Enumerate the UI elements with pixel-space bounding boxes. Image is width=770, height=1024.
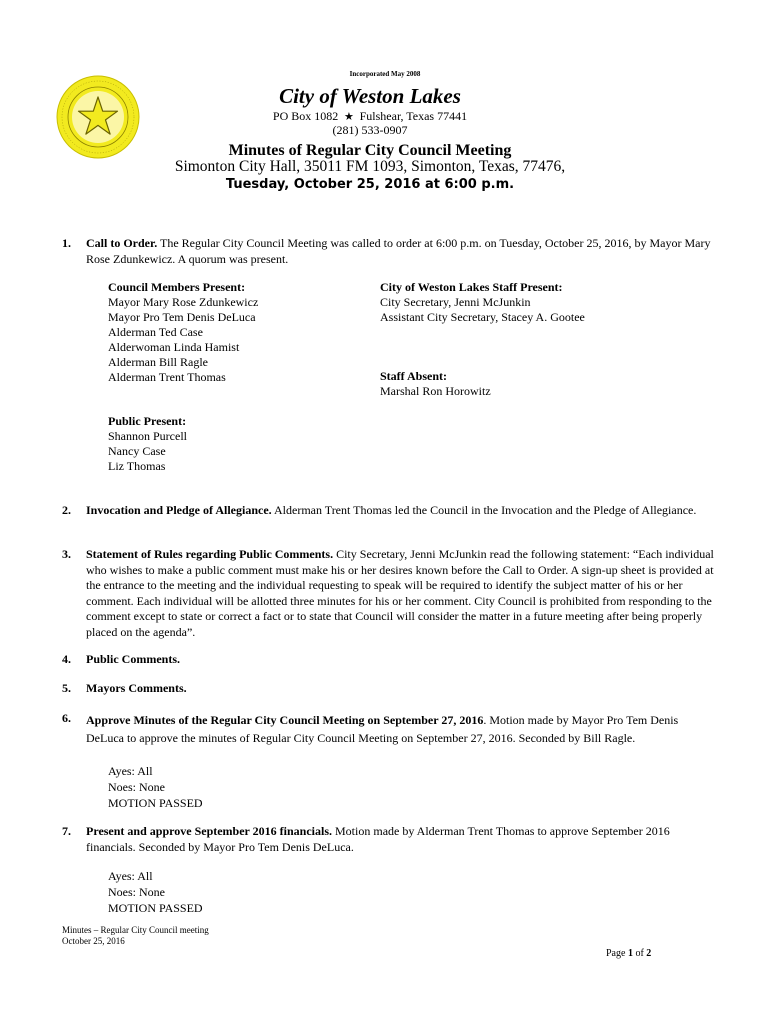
footer-title: Minutes – Regular City Council meeting [62, 925, 209, 935]
item-3-number: 3. [62, 547, 71, 561]
item-6-heading: Approve Minutes of the Regular City Council Meeting on September 27, 2016 [86, 713, 484, 727]
city-name-title: City of Weston Lakes [279, 84, 461, 108]
council-member: Alderman Ted Case [108, 325, 203, 339]
vote-noes: Noes: None [108, 780, 165, 794]
staff-member: City Secretary, Jenni McJunkin [380, 295, 531, 309]
star-icon: ★ [341, 111, 357, 123]
item-1-text: The Regular City Council Meeting was called to order at 6:00 p.m. on Tuesday, October 25, 2016, by Mayor Mary Rose Zdunkewicz. A quorum was present. [86, 236, 711, 266]
public-member: Shannon Purcell [108, 429, 187, 443]
item-2-number: 2. [62, 503, 71, 517]
item-7-votes [108, 868, 203, 916]
public-present-list [108, 414, 368, 474]
item-2-text: Alderman Trent Thomas led the Council in the Invocation and the Pledge of Allegiance. [274, 503, 697, 517]
council-member: Alderman Trent Thomas [108, 370, 226, 384]
vote-result: MOTION PASSED [108, 901, 203, 915]
staff-absent-heading: Staff Absent: [380, 369, 448, 383]
vote-result: MOTION PASSED [108, 796, 203, 810]
item-3-heading: Statement of Rules regarding Public Comments. [86, 547, 334, 561]
item-6-votes [108, 763, 203, 811]
incorporated-note: Incorporated May 2008 [349, 70, 421, 78]
staff-absent-member: Marshal Ron Horowitz [380, 384, 491, 398]
vote-ayes: Ayes: All [108, 764, 153, 778]
council-member: Mayor Mary Rose Zdunkewicz [108, 295, 259, 309]
staff-member: Assistant City Secretary, Stacey A. Gootee [380, 310, 585, 324]
item-5-number: 5. [62, 681, 71, 695]
item-3-body [86, 547, 716, 640]
footer-info [62, 925, 209, 947]
vote-noes: Noes: None [108, 885, 165, 899]
council-member: Mayor Pro Tem Denis DeLuca [108, 310, 256, 324]
item-4-number: 4. [62, 652, 71, 666]
item-7-text: Motion made by Alderman Trent Thomas to approve September 2016 financials. Seconded by Mayor Pro Tem Denis DeLuca. [86, 824, 670, 854]
city-state-zip: Fulshear, Texas 77441 [359, 109, 468, 123]
item-1-number: 1. [62, 236, 71, 250]
meeting-location: Simonton City Hall, 35011 FM 1093, Simonton, Texas, 77476, [174, 158, 566, 175]
po-box: PO Box 1082 [272, 109, 339, 123]
item-2-heading: Invocation and Pledge of Allegiance. [86, 503, 272, 517]
address-line [0, 109, 740, 124]
item-6-number: 6. [62, 711, 71, 725]
item-5-heading: Mayors Comments. [86, 681, 187, 695]
public-member: Nancy Case [108, 444, 166, 458]
page-number [606, 948, 651, 959]
item-3-text: City Secretary, Jenni McJunkin read the following statement: “Each individual who wishes to make a public comment must make his or her desires known before the Call to Order. A sign-up sheet is provided at the entrance to the meeting and the individual requesting to speak will be required to identify the subject matter of his or her comment. Each individual will be allotted three minutes for his or her comment. City Council is prohibited from responding to the comment except to state or correct a fact or to state that Council will consider the matter in a future meeting after being properly placed on the agenda”. [86, 547, 714, 639]
item-6-text: . Motion made by Mayor Pro Tem Denis DeLuca to approve the minutes of Regular City Council Meeting on September 27, 2016. Seconded by Bill Ragle. [86, 713, 679, 745]
item-7-body [86, 824, 716, 855]
staff-present-heading: City of Weston Lakes Staff Present: [380, 280, 563, 294]
staff-present-list [380, 280, 700, 325]
item-6-body [86, 711, 716, 747]
public-present-heading: Public Present: [108, 414, 187, 428]
item-1-body [86, 236, 716, 267]
staff-absent-list [380, 369, 700, 399]
page-total: 2 [646, 948, 652, 959]
item-1-heading: Call to Order. [86, 236, 158, 250]
meeting-datetime: Tuesday, October 25, 2016 at 6:00 p.m. [225, 177, 515, 192]
council-members-list [108, 280, 368, 385]
page-current: 1 [627, 948, 633, 959]
phone-number: (281) 533-0907 [332, 123, 408, 137]
item-7-number: 7. [62, 824, 71, 838]
item-4-heading: Public Comments. [86, 652, 180, 666]
council-members-heading: Council Members Present: [108, 280, 246, 294]
vote-ayes: Ayes: All [108, 869, 153, 883]
item-2-body [86, 503, 716, 519]
council-member: Alderwoman Linda Hamist [108, 340, 240, 354]
council-member: Alderman Bill Ragle [108, 355, 208, 369]
public-member: Liz Thomas [108, 459, 166, 473]
page-prefix: Page [606, 948, 626, 959]
footer-date: October 25, 2016 [62, 936, 125, 946]
page-of: of [635, 948, 644, 959]
meeting-title: Minutes of Regular City Council Meeting [228, 142, 512, 159]
item-7-heading: Present and approve September 2016 financials. [86, 824, 333, 838]
